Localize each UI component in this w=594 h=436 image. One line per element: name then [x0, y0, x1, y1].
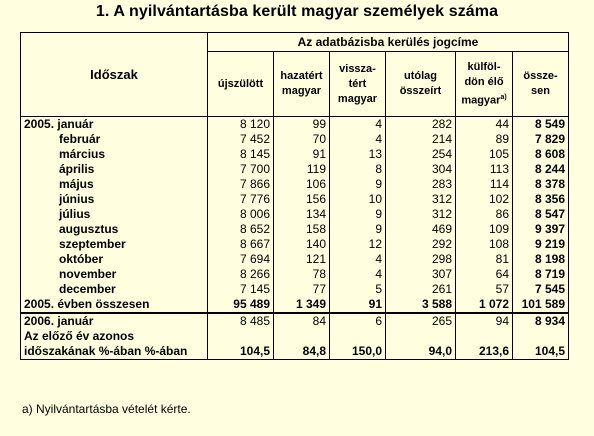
table-cell: 156	[274, 192, 330, 207]
table-row	[21, 192, 569, 207]
table-cell: 158	[274, 222, 330, 237]
table-cell: 283	[386, 177, 456, 192]
table-cell: 8 244	[513, 162, 569, 177]
table-cell: 8 608	[513, 147, 569, 162]
column-header-line: dön élő	[464, 75, 504, 88]
table-cell: 8 266	[208, 267, 274, 282]
table-cell: 94	[456, 313, 513, 329]
table-cell: 7 700	[208, 162, 274, 177]
column-header-line: hazatért	[280, 70, 323, 82]
table-cell: 5	[330, 282, 386, 297]
table-cell: 292	[386, 237, 456, 252]
page-title: 1. A nyilvántartásba került magyar személyek száma	[95, 3, 499, 20]
table-row	[21, 117, 569, 133]
table-cell: 265	[386, 313, 456, 329]
column-header-line: vissza-	[339, 62, 376, 75]
footnote-marker: a)	[500, 93, 507, 101]
table-cell: 140	[274, 237, 330, 252]
table-cell: 8 719	[513, 267, 569, 282]
table-row	[21, 147, 569, 162]
table-cell: 7 776	[208, 192, 274, 207]
table-cell: 7 829	[513, 132, 569, 147]
table-cell: 1 349	[274, 297, 330, 313]
row-label: április	[21, 162, 208, 177]
table-cell: 8 145	[208, 147, 274, 162]
table-cell: 282	[386, 117, 456, 133]
table-cell: 78	[274, 267, 330, 282]
table-row	[21, 252, 569, 267]
table-cell: 7 866	[208, 177, 274, 192]
row-label: december	[21, 282, 208, 297]
table-cell: 261	[386, 282, 456, 297]
table-cell: 8 934	[513, 313, 569, 329]
table-cell: 104,5	[208, 329, 274, 360]
table-cell: 307	[386, 267, 456, 282]
table-row	[21, 222, 569, 237]
table-cell: 9 219	[513, 237, 569, 252]
table-cell: 57	[456, 282, 513, 297]
group-header: Az adatbázisba kerülés jogcíme	[208, 33, 569, 52]
row-label: szeptember	[21, 237, 208, 252]
table-row	[21, 329, 569, 360]
table-cell: 77	[274, 282, 330, 297]
table-cell: 8 549	[513, 117, 569, 133]
table-cell: 8 198	[513, 252, 569, 267]
table-cell: 469	[386, 222, 456, 237]
table-cell: 113	[456, 162, 513, 177]
row-label: augusztus	[21, 222, 208, 237]
table-row	[21, 207, 569, 222]
table-cell: 304	[386, 162, 456, 177]
table-cell: 13	[330, 147, 386, 162]
row-label	[21, 329, 208, 360]
row-label: május	[21, 177, 208, 192]
table-cell: 94,0	[386, 329, 456, 360]
table-cell: 84	[274, 313, 330, 329]
table-cell: 8	[330, 162, 386, 177]
table-cell: 4	[330, 132, 386, 147]
table-cell: 8 006	[208, 207, 274, 222]
table-cell: 44	[456, 117, 513, 133]
table-cell: 312	[386, 192, 456, 207]
row-label: március	[21, 147, 208, 162]
table-cell: 298	[386, 252, 456, 267]
table-cell: 101 589	[513, 297, 569, 313]
row-label: június	[21, 192, 208, 207]
table-row	[21, 177, 569, 192]
column-header-line: magyar	[281, 85, 322, 97]
row-label: 2005. január	[21, 117, 208, 133]
column-header	[513, 52, 569, 117]
table-cell: 8 547	[513, 207, 569, 222]
table-row	[21, 267, 569, 282]
table-cell: 121	[274, 252, 330, 267]
table-cell: 86	[456, 207, 513, 222]
column-header-line: tért	[348, 77, 367, 90]
row-label: 2006. január	[21, 313, 208, 329]
table-cell: 254	[386, 147, 456, 162]
table-cell: 84,8	[274, 329, 330, 360]
table-cell: 4	[330, 252, 386, 267]
table-cell: 7 694	[208, 252, 274, 267]
table-cell: 9	[330, 177, 386, 192]
table-cell: 99	[274, 117, 330, 133]
column-header	[330, 52, 386, 117]
column-header-line: külföl-	[467, 60, 501, 73]
table-cell: 4	[330, 267, 386, 282]
column-header-line: utólag	[404, 70, 437, 82]
table-cell: 91	[274, 147, 330, 162]
table-cell: 64	[456, 267, 513, 282]
row-label: 2005. évben összesen	[21, 297, 208, 313]
table-cell: 8 667	[208, 237, 274, 252]
row-label: október	[21, 252, 208, 267]
column-header-line: sen	[531, 85, 550, 97]
table-cell: 213,6	[456, 329, 513, 360]
table-cell: 7 145	[208, 282, 274, 297]
table-cell: 9	[330, 207, 386, 222]
table-row	[21, 297, 569, 313]
table-cell: 8 378	[513, 177, 569, 192]
row-label-line: időszakának %-ában %-ában	[24, 344, 188, 358]
table-cell: 114	[456, 177, 513, 192]
row-label: november	[21, 267, 208, 282]
row-label-line: Az előző év azonos	[24, 329, 135, 343]
table-cell: 108	[456, 237, 513, 252]
table-cell: 102	[456, 192, 513, 207]
table-cell: 8 356	[513, 192, 569, 207]
column-header-line: magyar	[461, 94, 501, 107]
table-cell: 12	[330, 237, 386, 252]
table-cell: 119	[274, 162, 330, 177]
table-cell: 109	[456, 222, 513, 237]
table-cell: 6	[330, 313, 386, 329]
table-cell: 8 120	[208, 117, 274, 133]
table-cell: 105	[456, 147, 513, 162]
table-cell: 8 652	[208, 222, 274, 237]
row-label: július	[21, 207, 208, 222]
column-header-line: összeírt	[399, 85, 442, 97]
table-cell: 134	[274, 207, 330, 222]
row-label: február	[21, 132, 208, 147]
table-cell: 91	[330, 297, 386, 313]
column-header-line: össze-	[523, 70, 558, 82]
period-header: Időszak	[21, 33, 208, 117]
column-header	[274, 52, 330, 117]
table-cell: 7 452	[208, 132, 274, 147]
column-header	[208, 52, 274, 117]
table-row	[21, 237, 569, 252]
table-cell: 9 397	[513, 222, 569, 237]
table-cell: 312	[386, 207, 456, 222]
table-cell: 7 545	[513, 282, 569, 297]
column-header	[456, 52, 513, 117]
table-cell: 106	[274, 177, 330, 192]
table-cell: 4	[330, 117, 386, 133]
table-row	[21, 132, 569, 147]
column-header-line: újszülött	[217, 77, 264, 90]
table-cell: 104,5	[513, 329, 569, 360]
table-row	[21, 162, 569, 177]
table-cell: 81	[456, 252, 513, 267]
table-cell: 9	[330, 222, 386, 237]
table-cell: 89	[456, 132, 513, 147]
column-header	[386, 52, 456, 117]
table-cell: 1 072	[456, 297, 513, 313]
table-cell: 214	[386, 132, 456, 147]
table-cell: 95 489	[208, 297, 274, 313]
table-cell: 8 485	[208, 313, 274, 329]
table-row	[21, 313, 569, 329]
column-header-line: magyar	[337, 92, 378, 105]
table-cell: 70	[274, 132, 330, 147]
table-cell: 150,0	[330, 329, 386, 360]
data-table	[20, 32, 569, 360]
table-row	[21, 282, 569, 297]
table-cell: 10	[330, 192, 386, 207]
table-cell: 3 588	[386, 297, 456, 313]
footnote: a) Nyilvántartásba vételét kérte.	[22, 402, 191, 416]
